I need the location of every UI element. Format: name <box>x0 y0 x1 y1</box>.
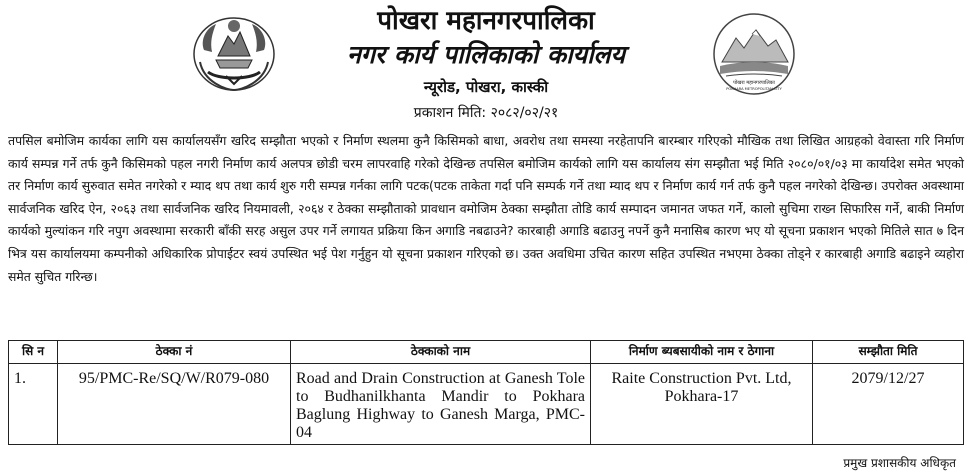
col-header-agreement-date: सम्झौता मिति <box>813 341 964 364</box>
table-header-row <box>9 341 964 364</box>
cell-sn: 1. <box>9 364 58 445</box>
publication-date: प्रकाशन मिति: २०८२/०२/२१ <box>413 105 559 121</box>
cell-contractor: Raite Construction Pvt. Ltd, Pokhara-17 <box>591 364 813 445</box>
col-header-contractor: निर्माण ब्यबसायीको नाम र ठेगाना <box>591 341 813 364</box>
letterhead <box>0 0 972 128</box>
svg-text:POKHARA METROPOLITAN CITY: POKHARA METROPOLITAN CITY <box>726 87 782 91</box>
organization-title: पोखरा महानगरपालिका <box>377 6 595 36</box>
cell-agreement-date: 2079/12/27 <box>813 364 964 445</box>
notice-body: तपसिल बमोजिम कार्यका लागि यस कार्यालयसँग खरिद सम्झौता भएको र निर्माण स्थलमा कुनै किसिमको बाधा, अवरोध तथा समस्या नरहेतापनि बारम्बार गरिएको मौखिक तथा लिखित आग्रहको वेवास्ता गरि निर्माण कार्य सम्पन्न गर्ने तर्फ कुनै किसिमको पहल नगरी निर्माण कार्य अलपत्र छोडी चरम लापरवाहि गरेको देखिन्छ तपसिल बमोजिम कार्यको लागि यस कार्यालय संग सम्झौता भई मिति २०८०/०१/०३ मा कार्यादेश समेत भएको तर निर्माण कार्य सुरुवात समेत नगरेको र म्याद थप तथा कार्य शुरु गरी सम्पन्न गर्नका लागि पटक(पटक ताकेता गर्दा पनि सम्पर्क गर्ने तथा म्याद थप र निर्माण कार्य गर्न तर्फ कुनै पहल नगरेको देखिन्छ। उपरोक्त अवस्थामा सार्वजनिक खरिद ऐन, २०६३ तथा सार्वजनिक खरिद नियमावली, २०६४ र ठेक्का सम्झौताको प्रावधान वमोजिम ठेक्का सम्झौता तोडि कार्य सम्पादन जमानत जफत गर्ने, कालो सुचिमा राख्न सिफारिस गर्ने, बाकी निर्माण कार्यको मुल्यांकन गरि नपुग अवस्थामा सरकारी बाँकी सरह असुल उपर गर्ने लगायत प्रक्रिया किन अगाडि नबढाउने? कारबाही अगाडि बढाउनु नपर्ने कुनै मनासिब कारण भए यो सूचना प्रकाशन भएको मितिले सात ७ दिन भित्र यस कार्यालयमा कम्पनीको अधिकारिक प्रोपाईटर स्वयं उपस्थित भई पेश गर्नुहुन यो सूचना प्रकाशन गरिएको छ। उक्त अवधिमा उचित कारण सहित उपस्थित नभएमा ठेक्का तोड्ने र कारबाही अगाडि बढाइने व्यहोरा समेत सुचित गरिन्छ। <box>8 133 964 284</box>
col-header-contract-no: ठेक्का नं <box>58 341 291 364</box>
office-address: न्यूरोड, पोखरा, कास्की <box>423 78 549 96</box>
col-header-contract-name: ठेक्काको नाम <box>291 341 591 364</box>
col-header-sn: सि न <box>9 341 58 364</box>
table-row <box>9 364 964 445</box>
signatory-title: प्रमुख प्रशासकीय अधिकृत <box>843 456 956 470</box>
cell-contract-name: Road and Drain Construction at Ganesh Tole to Budhanilkhanta Mandir to Pokhara Baglung Highway to Ganesh Marga, PMC-04 <box>291 364 591 445</box>
pokhara-city-logo <box>712 12 796 96</box>
office-title: नगर कार्य पालिकाको कार्यालय <box>346 40 625 69</box>
contract-table <box>8 340 964 445</box>
svg-text:पोखरा महानगरपालिका: पोखरा महानगरपालिका <box>733 80 775 86</box>
cell-contract-no: 95/PMC-Re/SQ/W/R079-080 <box>58 364 291 445</box>
